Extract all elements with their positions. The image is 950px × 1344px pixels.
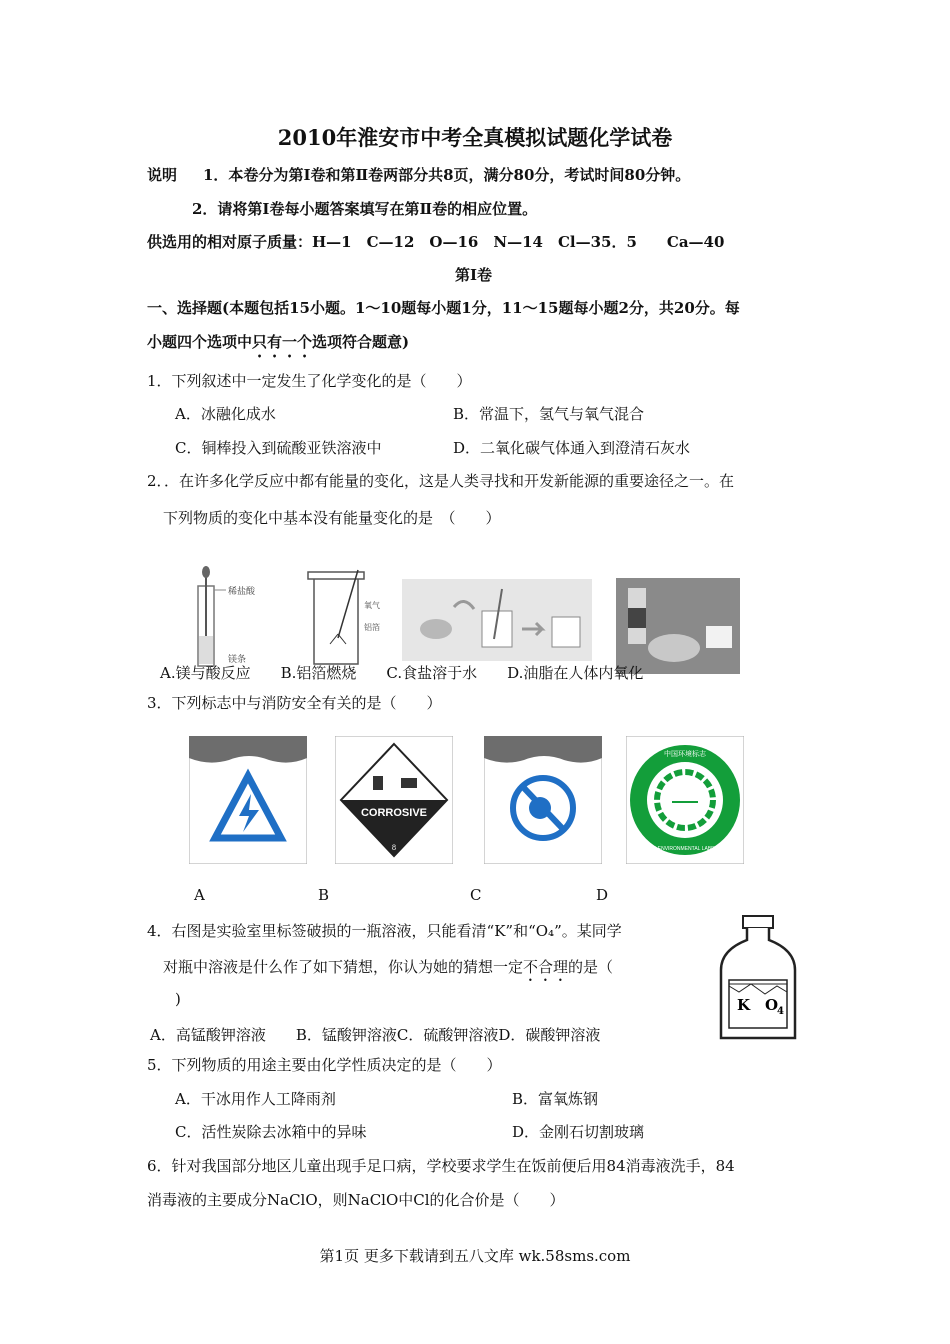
aluminum-burning-figure <box>300 568 400 672</box>
class-number: 8 <box>391 844 397 852</box>
q5-stem: 5．下列物质的用途主要由化学性质决定的是（ ） <box>147 1056 502 1074</box>
hand-icon <box>401 778 417 788</box>
beaker-2 <box>552 617 580 647</box>
section-label: 第Ⅰ卷 <box>455 266 493 284</box>
bottle-stopper <box>743 916 773 928</box>
q1-option-c: C．铜棒投入到硫酸亚铁溶液中 <box>175 439 382 457</box>
bottle-label <box>628 608 646 628</box>
q2-stem-2: 下列物质的变化中基本没有能量变化的是 （ ） <box>163 509 501 527</box>
label-k: K <box>737 996 751 1014</box>
q3-option-d: D <box>596 886 609 904</box>
q1-option-d: D．二氧化碳气体通入到澄清石灰水 <box>453 439 691 457</box>
atomic-masses: 供选用的相对原子质量：H—1 C—12 O—16 N—14 Cl—35．5 Ca—40 <box>147 233 725 251</box>
q4-pre: 对瓶中溶液是什么作了如下猜想，你认为她的猜想一定 <box>163 958 524 976</box>
label-cn: 中国环境标志 <box>664 750 706 758</box>
peanuts <box>648 634 700 662</box>
label-subscript: 4 <box>777 1006 784 1017</box>
q2-captions: A.镁与酸反应 B.铝箔燃烧 C.食盐溶于水 D.油脂在人体内氧化 <box>160 664 644 682</box>
q4-stem-2 <box>163 956 613 985</box>
q1-option-a: A．冰融化成水 <box>175 405 276 423</box>
part1-post: 选项符合题意) <box>312 333 410 351</box>
acid-label: 稀盐酸 <box>228 587 256 597</box>
q5-option-a: A．干冰用作人工降雨剂 <box>175 1090 336 1108</box>
spark-1 <box>330 634 338 644</box>
aluminum-foil <box>338 570 358 638</box>
q6-stem-1: 6．针对我国部分地区儿童出现手足口病，学校要求学生在饭前便后用84消毒液洗手，84 <box>147 1157 735 1175</box>
q1-stem: 1．下列叙述中一定发生了化学变化的是（ ） <box>147 372 472 390</box>
corrosive-text: CORROSIVE <box>360 807 428 819</box>
oil-digestion-photo <box>616 578 740 674</box>
notes-line-2: 2．请将第Ⅰ卷每小题答案填写在第Ⅱ卷的相应位置。 <box>192 200 538 218</box>
notes-line-1: 1．本卷分为第Ⅰ卷和第Ⅱ卷两部分共8页，满分80分，考试时间80分钟。 <box>203 166 691 184</box>
q4-stem-1: 4．右图是实验室里标签破损的一瓶溶液，只能看清“K”和“O₄”。某同学 <box>147 922 622 940</box>
q5-option-b: B．富氧炼钢 <box>512 1090 599 1108</box>
corrosive-sign <box>335 736 453 864</box>
salt-pile <box>420 619 452 639</box>
oxygen-label: 氧气 <box>364 601 380 610</box>
page-footer: 第1页 更多下载请到五八文库 wk.58sms.com <box>319 1247 631 1265</box>
q3-stem: 3．下列标志中与消防安全有关的是（ ） <box>147 694 442 712</box>
part1-pre: 小题四个选项中 <box>147 333 253 351</box>
reagent-bottle-figure <box>715 914 801 1042</box>
label-en: CHINA ENVIRONMENTAL LABELLING <box>641 846 729 852</box>
acid-liquid <box>199 636 213 664</box>
dropper-bulb <box>202 566 210 578</box>
q4-post: 的是（ <box>568 958 614 976</box>
q4-options: A．高锰酸钾溶液 B．锰酸钾溶液C．硫酸钾溶液D．碳酸钾溶液 <box>150 1026 601 1044</box>
notes-label: 说明 <box>147 166 178 184</box>
q3-option-b: B <box>318 886 330 904</box>
q4-emphasis: 不合理 <box>523 958 569 976</box>
q6-stem-2: 消毒液的主要成分NaClO，则NaClO中Cl的化合价是（ ） <box>147 1191 565 1209</box>
q3-option-a: A <box>194 886 205 904</box>
part1-emphasis: 只有一个 <box>252 333 313 351</box>
magnesium-label: 镁条 <box>228 655 247 665</box>
salt-dissolving-figure <box>402 579 592 661</box>
inner-disc <box>647 762 723 838</box>
no-fire-sign <box>484 736 602 864</box>
high-voltage-sign <box>189 736 307 864</box>
part1-heading-2 <box>147 331 409 361</box>
butter-block <box>706 626 732 648</box>
q4-stem-3: ) <box>175 990 181 1008</box>
spark-2 <box>338 634 346 644</box>
q1-option-b: B．常温下，氢气与氧气混合 <box>453 405 645 423</box>
q5-option-c: C．活性炭除去冰箱中的异味 <box>175 1123 367 1141</box>
page-title: 2010年淮安市中考全真模拟试题化学试卷 <box>277 125 673 150</box>
q3-option-c: C <box>470 886 482 904</box>
q5-option-d: D．金刚石切割玻璃 <box>512 1123 645 1141</box>
foil-label: 铝箔 <box>364 623 380 632</box>
test-tube-icon <box>373 776 383 790</box>
part1-heading: 一、选择题(本题包括15小题。1～10题每小题1分，11～15题每小题2分，共20分。每 <box>147 299 740 317</box>
q2-stem-1: 2．．在许多化学反应中都有能量的变化，这是人类寻找和开发新能源的重要途径之一。在 <box>147 472 735 490</box>
magnesium-acid-figure <box>176 566 276 672</box>
environmental-label-sign <box>626 736 744 864</box>
label-o: O <box>765 996 779 1014</box>
